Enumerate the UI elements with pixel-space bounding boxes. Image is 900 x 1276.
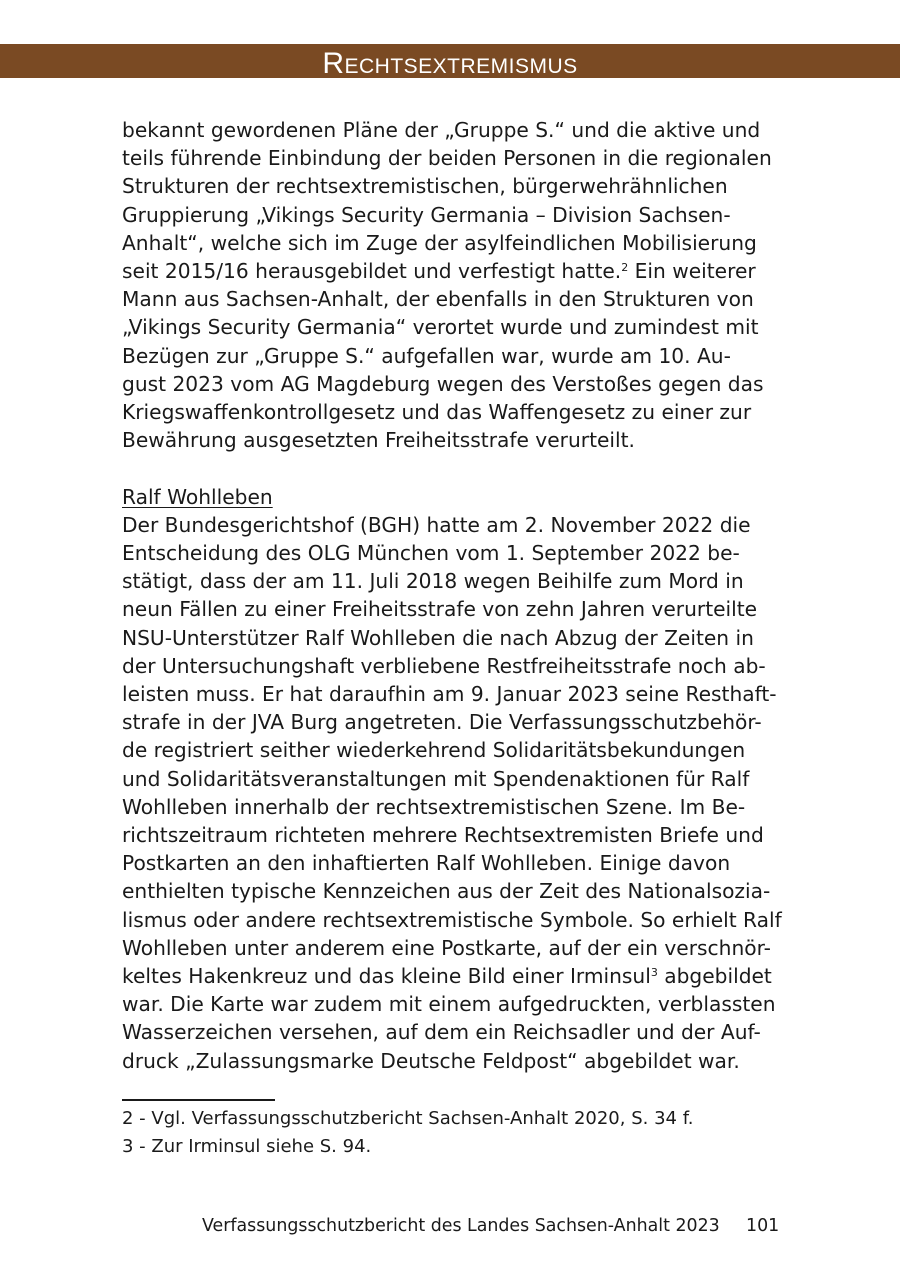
header-bar (0, 44, 900, 78)
text-segment: keltes Hakenkreuz und das kleine Bild einer Irminsul (122, 964, 651, 989)
text-line: Entscheidung des OLG München vom 1. September 2022 be- (122, 541, 740, 566)
text-segment: Ein weiterer (628, 259, 756, 284)
section-heading-text: Ralf Wohlleben (122, 484, 273, 509)
text-line: bekannt gewordenen Pläne der „Gruppe S.“ und die aktive und (122, 118, 761, 142)
text-line: neun Fällen zu einer Freiheitsstrafe von zehn Jahren verurteilte (122, 597, 758, 622)
text-line: Postkarten an den inhaftierten Ralf Wohlleben. Einige davon (122, 851, 731, 876)
text-line: der Untersuchungshaft verbliebene Restfreiheitsstrafe noch ab- (122, 653, 766, 678)
text-line: Anhalt“, welche sich im Zuge der asylfeindlichen Mobilisierung (122, 230, 757, 255)
text-line: Gruppierung „Vikings Security Germania – Division Sachsen- (122, 202, 731, 227)
text-line: stätigt, dass der am 11. Juli 2018 wegen Beihilfe zum Mord in (122, 569, 744, 594)
text-line: Strukturen der rechtsextremistischen, bürgerwehrähnlichen (122, 174, 728, 199)
text-line (122, 257, 792, 285)
footnote-2: 2 - Vgl. Verfassungsschutzbericht Sachsen-Anhalt 2020, S. 34 f. (122, 1108, 694, 1129)
text-segment: abgebildet (657, 964, 772, 989)
text-line: Wasserzeichen versehen, auf dem ein Reichsadler und der Auf- (122, 1020, 761, 1045)
footnote-ref-2: 2 (621, 260, 629, 274)
footer-publication-title: Verfassungsschutzbericht des Landes Sachsen-Anhalt 2023 (202, 1216, 720, 1236)
section-ralf-wohlleben (122, 483, 792, 1075)
text-line: Der Bundesgerichtshof (BGH) hatte am 2. November 2022 die (122, 512, 751, 537)
text-line: Mann aus Sachsen-Anhalt, der ebenfalls in den Strukturen von (122, 287, 754, 312)
text-line: strafe in der JVA Burg angetreten. Die Verfassungsschutzbehör- (122, 710, 762, 735)
text-line (122, 962, 792, 990)
text-line: Kriegswaffenkontrollgesetz und das Waffengesetz zu einer zur (122, 400, 752, 425)
footnotes (122, 1105, 792, 1161)
text-line: enthielten typische Kennzeichen aus der Zeit des Nationalsozia- (122, 879, 771, 904)
text-line: lismus oder andere rechtsextremistische Symbole. So erhielt Ralf (122, 907, 782, 932)
text-line: und Solidaritätsveranstaltungen mit Spendenaktionen für Ralf (122, 766, 750, 791)
text-line: NSU-Unterstützer Ralf Wohlleben die nach Abzug der Zeiten in (122, 625, 754, 650)
text-line: Bezügen zur „Gruppe S.“ aufgefallen war, wurde am 10. Au- (122, 343, 731, 368)
text-line: druck „Zulassungsmarke Deutsche Feldpost“ abgebildet war. (122, 1048, 740, 1073)
paragraph-gap (122, 454, 792, 482)
text-line: teils führende Einbindung der beiden Personen in die regionalen (122, 146, 772, 171)
footnote-3: 3 - Zur Irminsul siehe S. 94. (122, 1136, 372, 1157)
text-line: Wohlleben innerhalb der rechtsextremistischen Szene. Im Be- (122, 794, 746, 819)
page-number: 101 (746, 1216, 780, 1236)
text-line: war. Die Karte war zudem mit einem aufgedruckten, verblassten (122, 992, 776, 1017)
page-section-title: Rechtsextremismus (322, 47, 578, 80)
text-segment: seit 2015/16 herausgebildet und verfestigt hatte. (122, 259, 622, 284)
text-line: Wohlleben unter anderem eine Postkarte, auf der ein verschnör- (122, 935, 771, 960)
footnote-divider (122, 1099, 275, 1101)
text-line: Bewährung ausgesetzten Freiheitsstrafe verurteilt. (122, 428, 635, 453)
text-line: „Vikings Security Germania“ verortet wurde und zumindest mit (122, 315, 759, 340)
footnote-ref-3: 3 (650, 965, 658, 979)
text-line: leisten muss. Er hat daraufhin am 9. Januar 2023 seine Resthaft- (122, 682, 777, 707)
intro-paragraph (122, 116, 792, 454)
text-line: richtszeitraum richteten mehrere Rechtsextremisten Briefe und (122, 823, 764, 848)
text-line: de registriert seither wiederkehrend Solidaritätsbekundungen (122, 738, 746, 763)
text-line: gust 2023 vom AG Magdeburg wegen des Verstoßes gegen das (122, 371, 764, 396)
section-heading (122, 483, 792, 511)
main-text (122, 116, 792, 1075)
